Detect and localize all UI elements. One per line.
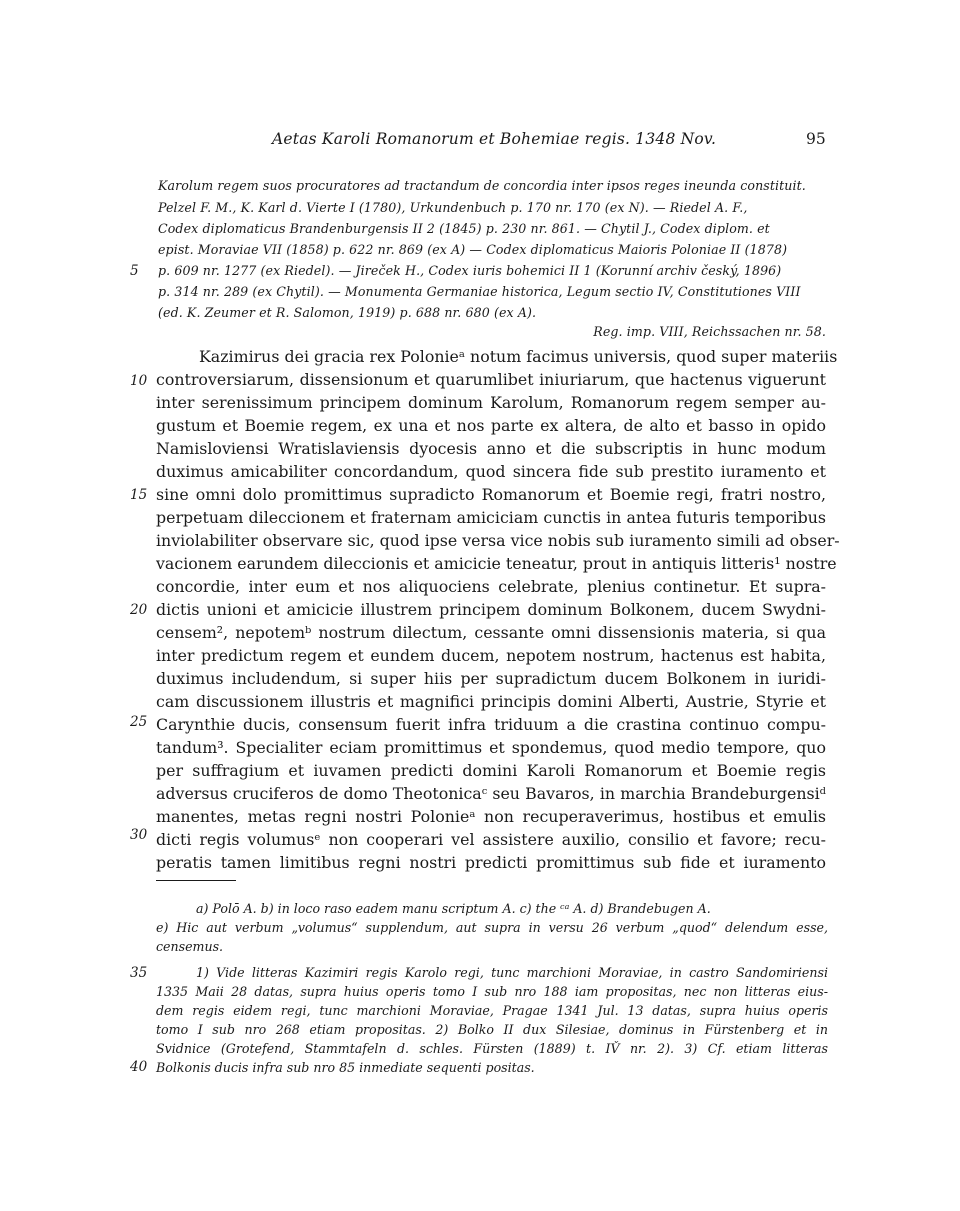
- line-number: 40: [130, 1059, 148, 1075]
- page-number: 95: [806, 130, 826, 148]
- body-line: manentes, metas regni nostri Polonieᵃ non recuperaverimus, hostibus et emulis: [156, 807, 826, 826]
- reference-line: Pelzel F. M., K. Karl d. Vierte I (1780), Urkundenbuch p. 170 nr. 170 (ex N). — Riedel A. F.,: [158, 200, 748, 215]
- body-line: inter serenissimum principem dominum Karolum, Romanorum regem semper au-: [156, 393, 826, 412]
- historical-note-line: 1335 Maii 28 datas, supra huius operis tomo I sub nro 188 iam propositas, nec non litteras eius-: [156, 984, 828, 999]
- body-line: perpetuam dileccionem et fraternam amiciciam cunctis in antea futuris temporibus: [156, 508, 826, 527]
- body-line: controversiarum, dissensionum et quarumlibet iniuriarum, que hactenus viguerunt: [156, 370, 826, 389]
- body-line: concordie, inter eum et nos aliquociens celebrate, plenius continetur. Et supra-: [156, 577, 826, 596]
- line-number: 35: [130, 965, 148, 981]
- line-number: 30: [130, 827, 148, 843]
- body-line: inviolabiliter observare sic, quod ipse versa vice nobis sub iuramento simili ad obser-: [156, 531, 840, 550]
- body-line: duximus amicabiliter concordandum, quod sincera fide sub prestito iuramento et: [156, 462, 826, 481]
- textual-note-line: e) Hic aut verbum „volumus“ supplendum, aut supra in versu 26 verbum „quod“ delendum esse,: [156, 920, 828, 935]
- historical-note-line: Bolkonis ducis infra sub nro 85 inmediate sequenti positas.: [156, 1060, 535, 1075]
- body-line: gustum et Boemie regem, ex una et nos parte ex altera, de alto et basso in opido: [156, 416, 826, 435]
- running-head: [0, 130, 960, 154]
- reference-line: p. 314 nr. 289 (ex Chytil). — Monumenta Germaniae historica, Legum sectio IV, Constitutiones VIII: [158, 284, 801, 299]
- body-line: tandum³. Specialiter eciam promittimus et spondemus, quod medio tempore, quo: [156, 738, 826, 757]
- reg-imp-reference: Reg. imp. VIII, Reichssachen nr. 58.: [593, 324, 826, 339]
- line-number: 10: [130, 373, 148, 389]
- body-line: Kazimirus dei gracia rex Polonieᵃ notum facimus universis, quod super materiis: [199, 347, 838, 366]
- body-line: per suffragium et iuvamen predicti domini Karoli Romanorum et Boemie regis: [156, 761, 826, 780]
- body-line: Carynthie ducis, consensum fuerit infra triduum a die crastina continuo compu-: [156, 715, 826, 734]
- historical-note-line: tomo I sub nro 268 etiam propositas. 2) Bolko II dux Silesiae, dominus in Fürstenberg et in: [156, 1022, 828, 1037]
- reference-line: epist. Moraviae VII (1858) p. 622 nr. 869 (ex A) — Codex diplomaticus Maioris Poloniae II (1878): [158, 242, 788, 257]
- running-title: Aetas Karoli Romanorum et Bohemiae regis. 1348 Nov.: [272, 130, 717, 148]
- body-line: Namisloviensi Wratislaviensis dyocesis anno et die subscriptis in hunc modum: [156, 439, 826, 458]
- body-line: vacionem earundem dileccionis et amicicie teneatur, prout in antiquis litteris¹ nostre: [156, 554, 837, 573]
- body-line: peratis tamen limitibus regni nostri predicti promittimus sub fide et iuramento: [156, 853, 826, 872]
- historical-note-line: 1) Vide litteras Kazimiri regis Karolo regi, tunc marchioni Moraviae, in castro Sandomiriensi: [196, 965, 828, 980]
- reference-line: Codex diplomaticus Brandenburgensis II 2 (1845) p. 230 nr. 861. — Chytil J., Codex diplom. et: [158, 221, 770, 236]
- line-number: 5: [130, 263, 139, 279]
- body-line: cam discussionem illustris et magnifici principis domini Alberti, Austrie, Styrie et: [156, 692, 826, 711]
- reference-line: (ed. K. Zeumer et R. Salomon, 1919) p. 688 nr. 680 (ex A).: [158, 305, 537, 320]
- reference-line: p. 609 nr. 1277 (ex Riedel). — Jireček H., Codex iuris bohemici II 1 (Korunní archiv český, 1896): [158, 263, 782, 278]
- body-line: adversus cruciferos de domo Theotonicaᶜ seu Bavaros, in marchia Brandeburgensiᵈ: [156, 784, 826, 803]
- body-line: dictis unioni et amicicie illustrem principem dominum Bolkonem, ducem Swydni-: [156, 600, 826, 619]
- textual-note-line: censemus.: [156, 939, 224, 954]
- footnote-separator: [156, 880, 236, 881]
- line-number: 25: [130, 714, 148, 730]
- body-line: sine omni dolo promittimus supradicto Romanorum et Boemie regi, fratri nostro,: [156, 485, 826, 504]
- body-line: censem², nepotemᵇ nostrum dilectum, cessante omni dissensionis materia, si qua: [156, 623, 826, 642]
- historical-note-line: Svidnice (Grotefend, Stammtafeln d. schles. Fürsten (1889) t. IV̌ nr. 2). 3) Cf. etiam litteras: [156, 1041, 828, 1056]
- body-line: inter predictum regem et eundem ducem, nepotem nostrum, hactenus est habita,: [156, 646, 826, 665]
- line-number: 20: [130, 602, 148, 618]
- historical-note-line: dem regis eidem regi, tunc marchioni Moraviae, Pragae 1341 Jul. 13 datas, supra huius operis: [156, 1003, 828, 1018]
- line-number: 15: [130, 487, 148, 503]
- textual-note-line: a) Polō A. b) in loco raso eadem manu scriptum A. c) the ᶜᵃ A. d) Brandebugen A.: [196, 901, 711, 916]
- document-summary: Karolum regem suos procuratores ad tractandum de concordia inter ipsos reges ineunda constituit.: [158, 178, 806, 193]
- body-line: duximus includendum, si super hiis per supradictum ducem Bolkonem in iuridi-: [156, 669, 826, 688]
- body-line: dicti regis volumusᵉ non cooperari vel assistere auxilio, consilio et favore; recu-: [156, 830, 826, 849]
